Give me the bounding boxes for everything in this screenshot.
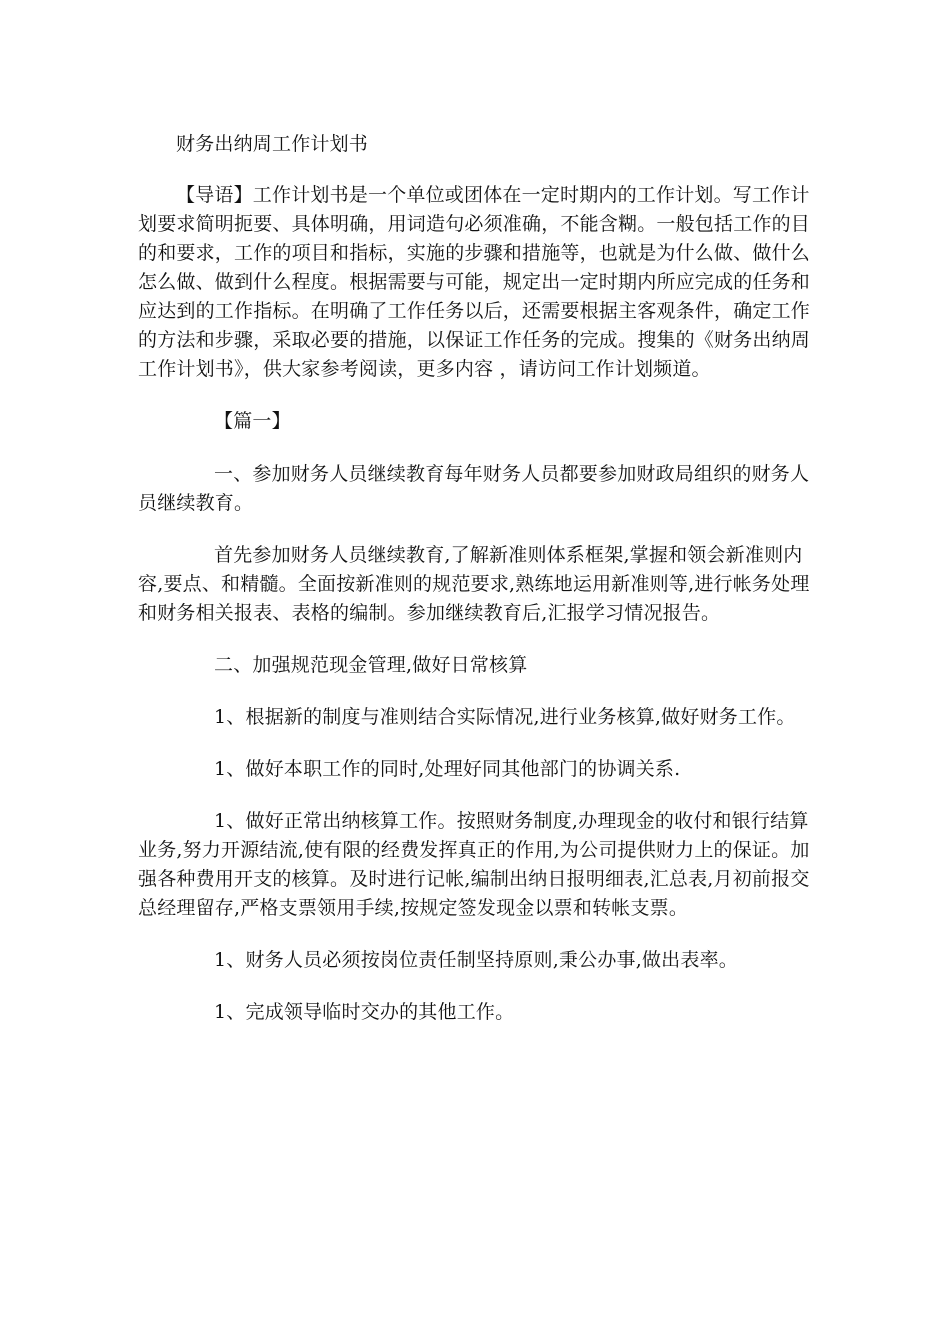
paragraph-item: 二、加强规范现金管理,做好日常核算 [214,654,528,676]
paragraph-item: 1、根据新的制度与准则结合实际情况,进行业务核算,做好财务工作。 [214,706,796,728]
section-heading: 【篇一】 [214,410,291,432]
paragraph-item: 1、完成领导临时交办的其他工作。 [214,1001,515,1023]
paragraph-item: 首先参加财务人员继续教育,了解新准则体系框架,掌握和领会新准则内容,要点、和精髓。全面按新准则的规范要求,熟练地运用新准则等,进行帐务处理和财务相关报表、表格的编制。参加继续教育后,汇报学习情况报告。 [138,544,810,624]
paragraph-item: 一、参加财务人员继续教育每年财务人员都要参加财政局组织的财务人员继续教育。 [138,463,810,514]
intro-paragraph: 【导语】工作计划书是一个单位或团体在一定时期内的工作计划。写工作计划要求简明扼要、具体明确，用词造句必须准确，不能含糊。一般包括工作的目的和要求，工作的项目和指标，实施的步骤和措施等，也就是为什么做、做什么怎么做、做到什么程度。根据需要与可能，规定出一定时期内所应完成的任务和应达到的工作指标。在明确了工作任务以后，还需要根据主客观条件，确定工作的方法和步骤，采取必要的措施，以保证工作任务的完成。搜集的《财务出纳周工作计划书》，供大家参考阅读，更多内容 ，请访问工作计划频道。 [138,184,811,380]
paragraph-item: 1、做好本职工作的同时,处理好同其他部门的协调关系. [214,758,681,780]
document-page [138,130,810,1050]
paragraph-item: 1、做好正常出纳核算工作。按照财务制度,办理现金的收付和银行结算业务,努力开源结流,使有限的经费发挥真正的作用,为公司提供财力上的保证。加强各种费用开支的核算。及时进行记帐,编制出纳日报明细表,汇总表,月初前报交总经理留存,严格支票领用手续,按规定签发现金以票和转帐支票。 [138,810,810,919]
document-title: 财务出纳周工作计划书 [176,133,369,155]
paragraph-item: 1、财务人员必须按岗位责任制坚持原则,秉公办事,做出表率。 [214,949,738,971]
